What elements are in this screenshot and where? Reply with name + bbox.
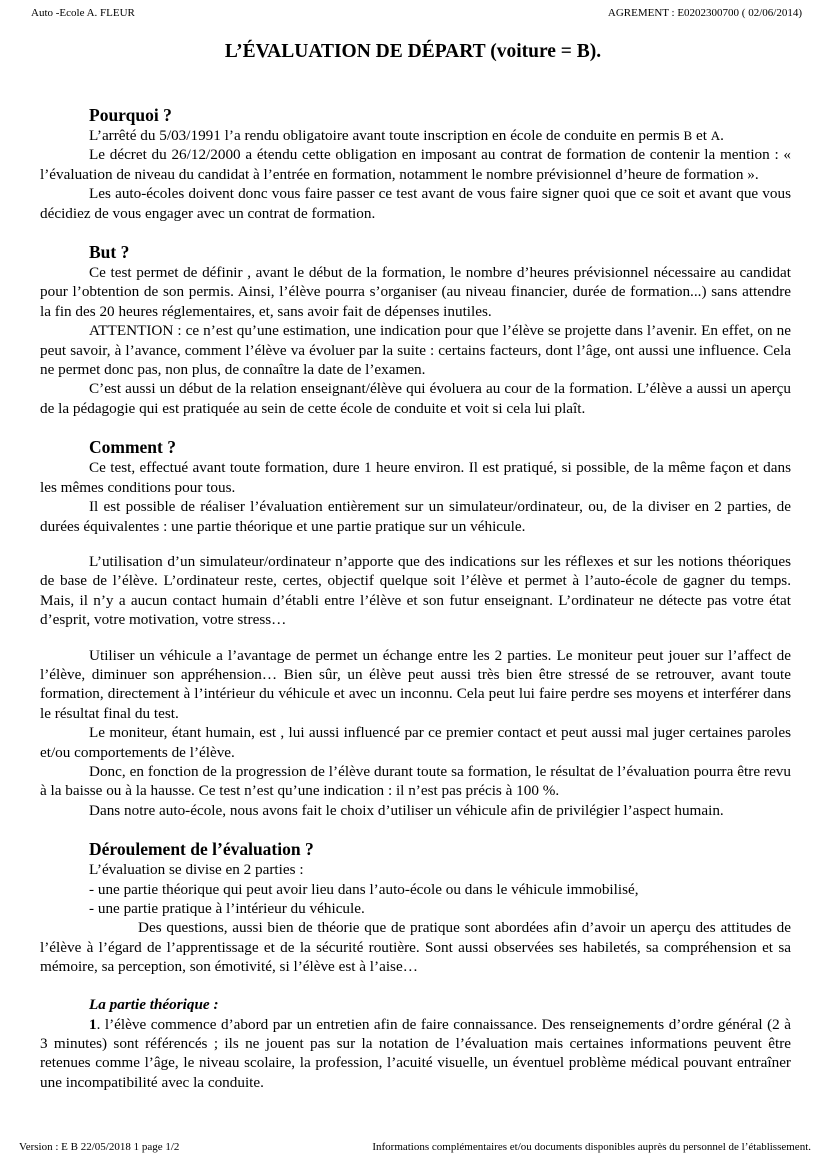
comment-paragraph-6: Donc, en fonction de la progression de l’élève durant toute sa formation, le résultat de l’évaluation pourra être revu à la baisse ou à la hausse. Ce test n’est qu’une indication : il n’est pas précis à 100 %.	[40, 762, 791, 800]
header-school-name: Auto -Ecole A. FLEUR	[31, 7, 135, 19]
heading-pourquoi: Pourquoi ?	[89, 105, 172, 125]
comment-paragraph-5: Le moniteur, étant humain, est , lui aussi influencé par ce premier contact et peut aussi mal juger certaines paroles et/ou comportements de l’élève.	[40, 724, 791, 761]
pourquoi-paragraph-1: L’arrêté du 5/03/1991 l’a rendu obligatoire avant toute inscription en école de conduite en permis B et A.	[89, 127, 724, 144]
comment-paragraph-2: Il est possible de réaliser l’évaluation entièrement sur un simulateur/ordinateur, ou, de la diviser en 2 parties, de durées équivalentes : une partie théorique et une partie pratique sur un véhicule.	[40, 498, 791, 535]
but-paragraph-2: ATTENTION : ce n’est qu’une estimation, une indication pour que l’élève se projette dans l’avenir. En effet, on ne peut savoir, à l’avance, comment l’élève va évoluer par la suite : certains facteurs, dont l’âge, ont aussi une influence. Cela ne permet donc pas, non plus, de connaître la date de l’examen.	[40, 322, 791, 379]
header-agreement: AGREMENT : E0202300700 ( 02/06/2014)	[607, 7, 802, 19]
document-body	[40, 104, 791, 1092]
deroulement-line-1: L’évaluation se divise en 2 parties :	[89, 861, 304, 879]
pourquoi-paragraph-3: Les auto-écoles doivent donc vous faire passer ce test avant de vous faire signer quoi que ce soit et avant que vous décidiez de vous engager avec un contrat de formation.	[40, 185, 791, 222]
comment-paragraph-3: L’utilisation d’un simulateur/ordinateur n’apporte que des indications sur les réflexes et sur les notions théoriques de base de l’élève. L’ordinateur reste, certes, objectif quelque soit l’élève et permet à l’auto-école de gagner du temps. Mais, il n’y a aucun contact humain d’établi entre l’élève et son futur enseignant. L’ordinateur ne détecte pas votre état d’esprit, votre motivation, votre stress…	[40, 552, 791, 629]
deroulement-list	[40, 860, 791, 918]
page-title: L’ÉVALUATION DE DÉPART (voiture = B).	[224, 41, 602, 62]
deroulement-line-3: - une partie pratique à l’intérieur du véhicule.	[89, 900, 365, 917]
footer-info: Informations complémentaires et/ou documents disponibles auprès du personnel de l’établissement.	[372, 1141, 811, 1153]
deroulement-paragraph-1: Des questions, aussi bien de théorie que de pratique sont abordées afin d’avoir un aperçu des attitudes de l’élève à l’égard de l’apprentissage et de la sécurité routière. Sont aussi observées ses habiletés, sa compréhension et sa mémoire, sa perception, son émotivité, si l’élève est à l’aise…	[40, 919, 791, 976]
but-paragraph-3: C’est aussi un début de la relation enseignant/élève qui évoluera au cour de la formation. L’élève a aussi un aperçu de la pédagogie qui est pratiquée au sein de cette école de conduite et voit si cela lui plaît.	[40, 380, 791, 417]
theorique-paragraph-1: 1. l’élève commence d’abord par un entretien afin de faire connaissance. Des renseignements d’ordre général (2 à 3 minutes) sont référencés ; ils ne jouent pas sur la notation de l’évaluation mais certaines informations peuvent être retenues comme l’âge, le niveau scolaire, la profession, l’acuité visuelle, un éventuel problème médical pouvant entraîner une incompatibilité avec la conduite.	[40, 1015, 791, 1091]
heading-comment: Comment ?	[89, 437, 176, 458]
deroulement-line-2: - une partie théorique qui peut avoir lieu dans l’auto-école ou dans le véhicule immobilisé,	[89, 880, 639, 898]
footer-version: Version : E B 22/05/2018 1 page 1/2	[19, 1141, 180, 1153]
comment-paragraph-1: Ce test, effectué avant toute formation, dure 1 heure environ. Il est pratiqué, si possible, de la même façon et dans les mêmes conditions pour tous.	[40, 459, 791, 496]
pourquoi-paragraph-2: Le décret du 26/12/2000 a étendu cette obligation en imposant au contrat de formation de contenir la mention : « l’évaluation de niveau du candidat à l’entrée en formation, notamment le nombre prévisionnel d’heure de formation ».	[40, 146, 791, 183]
but-paragraph-1: Ce test permet de définir , avant le début de la formation, le nombre d’heures prévisionnel nécessaire au candidat pour l’obtention de son permis. Ainsi, l’élève pourra s’organiser (au niveau financier, durée de formation...) sans attendre la fin des 20 heures réglementaires, et, sans avoir fait de dépenses inutiles.	[40, 264, 791, 320]
heading-partie-theorique: La partie théorique :	[89, 995, 219, 1013]
heading-deroulement: Déroulement de l’évaluation ?	[89, 839, 314, 860]
heading-but: But ?	[89, 242, 130, 263]
comment-paragraph-7: Dans notre auto-école, nous avons fait le choix d’utiliser un véhicule afin de privilégier l’aspect humain.	[89, 801, 724, 819]
comment-paragraph-4: Utiliser un véhicule a l’avantage de permet un échange entre les 2 parties. Le moniteur peut jouer sur l’affect de l’élève, diminuer son appréhension… Bien sûr, un élève peut aussi très bien être stressé de se retrouver, avant toute formation, directement à l’intérieur du véhicule et avec un inconnu. Cela peut lui faire perdre ses moyens et interférer dans le résultat final du test.	[40, 646, 791, 722]
